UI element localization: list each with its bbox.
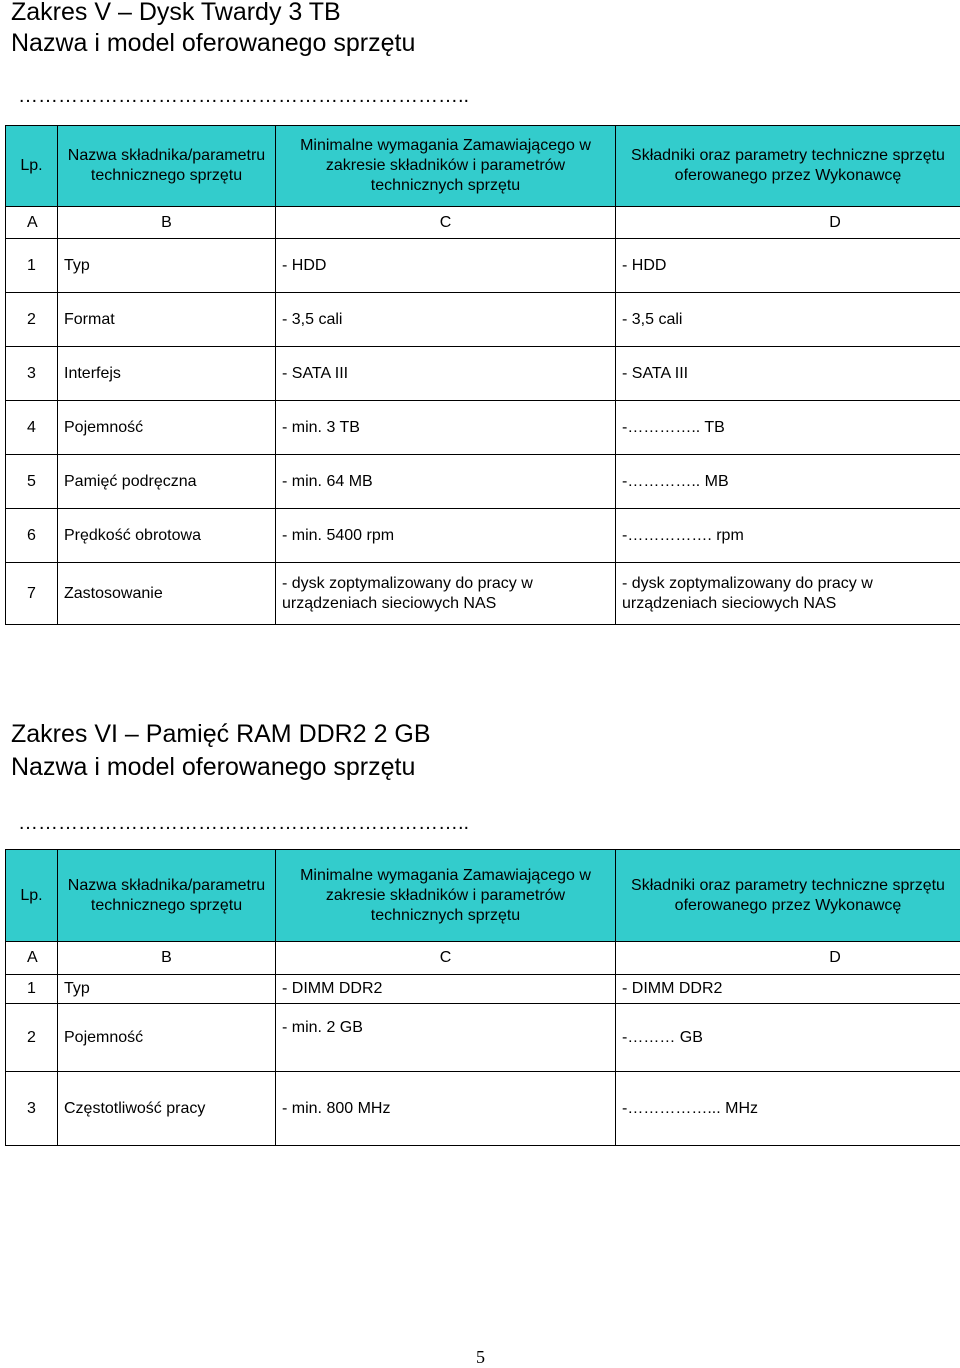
row-min-value: - min. 64 MB bbox=[276, 455, 616, 509]
row-parameter: Typ bbox=[58, 975, 276, 1004]
section-5-model-blank: ………………………………………………………….. bbox=[18, 86, 469, 106]
row-number: 6 bbox=[6, 509, 58, 563]
header-offered-parameters: Składniki oraz parametry techniczne sprzętu oferowanego przez Wykonawcę bbox=[616, 126, 960, 207]
row-parameter: Częstotliwość pracy bbox=[58, 1072, 276, 1146]
row-number: 1 bbox=[6, 975, 58, 1004]
row-min-value: - DIMM DDR2 bbox=[276, 975, 616, 1004]
table-row bbox=[6, 347, 960, 401]
row-offer-value[interactable]: -……………... MHz bbox=[616, 1072, 960, 1146]
table-row bbox=[6, 975, 960, 1004]
row-offer-value[interactable]: -………….. TB bbox=[616, 401, 960, 455]
row-offer-value[interactable]: -……………. rpm bbox=[616, 509, 960, 563]
row-number: 3 bbox=[6, 1072, 58, 1146]
header-parameter-name: Nazwa składnika/parametru technicznego sprzętu bbox=[58, 126, 276, 207]
table-row bbox=[6, 509, 960, 563]
table-row bbox=[6, 563, 960, 625]
row-offer-value[interactable]: - SATA III bbox=[616, 347, 960, 401]
row-parameter: Prędkość obrotowa bbox=[58, 509, 276, 563]
row-min-value: - 3,5 cali bbox=[276, 293, 616, 347]
table-row bbox=[6, 455, 960, 509]
header-offered-parameters: Składniki oraz parametry techniczne sprzętu oferowanego przez Wykonawcę bbox=[616, 850, 960, 942]
section-5-subtitle: Nazwa i model oferowanego sprzętu bbox=[11, 28, 415, 59]
row-min-value: - min. 2 GB bbox=[276, 1004, 616, 1072]
section-6-model-blank: ………………………………………………………….. bbox=[18, 813, 469, 833]
row-offer-value[interactable]: - HDD bbox=[616, 239, 960, 293]
row-parameter: Typ bbox=[58, 239, 276, 293]
row-number: 2 bbox=[6, 1004, 58, 1072]
row-min-value: - min. 5400 rpm bbox=[276, 509, 616, 563]
column-letter: C bbox=[276, 942, 616, 975]
row-number: 5 bbox=[6, 455, 58, 509]
table-row bbox=[6, 401, 960, 455]
row-min-value: - SATA III bbox=[276, 347, 616, 401]
row-parameter: Interfejs bbox=[58, 347, 276, 401]
row-min-value: - min. 800 MHz bbox=[276, 1072, 616, 1146]
row-number: 4 bbox=[6, 401, 58, 455]
column-letters-row bbox=[6, 942, 960, 975]
row-offer-value[interactable]: - dysk zoptymalizowany do pracy w urządzeniach sieciowych NAS bbox=[616, 563, 960, 625]
row-min-value: - HDD bbox=[276, 239, 616, 293]
column-letter: D bbox=[616, 207, 960, 239]
table-row bbox=[6, 1072, 960, 1146]
column-letters-row bbox=[6, 207, 960, 239]
section-5-table bbox=[5, 125, 960, 625]
row-number: 7 bbox=[6, 563, 58, 625]
row-min-value: - min. 3 TB bbox=[276, 401, 616, 455]
table-row bbox=[6, 1004, 960, 1072]
header-min-requirements: Minimalne wymagania Zamawiającego w zakresie składników i parametrów technicznych sprzętu bbox=[276, 850, 616, 942]
header-parameter-name: Nazwa składnika/parametru technicznego sprzętu bbox=[58, 850, 276, 942]
table-header-row bbox=[6, 126, 960, 207]
column-letter: A bbox=[6, 942, 58, 975]
row-offer-value[interactable]: -………….. MB bbox=[616, 455, 960, 509]
column-letter: C bbox=[276, 207, 616, 239]
table-header-row bbox=[6, 850, 960, 942]
section-6-table bbox=[5, 849, 960, 1146]
header-min-requirements: Minimalne wymagania Zamawiającego w zakresie składników i parametrów technicznych sprzętu bbox=[276, 126, 616, 207]
section-5-title: Zakres V – Dysk Twardy 3 TB bbox=[11, 0, 341, 28]
table-row bbox=[6, 239, 960, 293]
row-offer-value[interactable]: - 3,5 cali bbox=[616, 293, 960, 347]
section-6-subtitle: Nazwa i model oferowanego sprzętu bbox=[11, 752, 415, 783]
row-parameter: Zastosowanie bbox=[58, 563, 276, 625]
row-number: 1 bbox=[6, 239, 58, 293]
row-number: 3 bbox=[6, 347, 58, 401]
page-number: 5 bbox=[476, 1347, 485, 1368]
row-offer-value[interactable]: - DIMM DDR2 bbox=[616, 975, 960, 1004]
header-lp: Lp. bbox=[6, 850, 58, 942]
table-row bbox=[6, 293, 960, 347]
row-min-value: - dysk zoptymalizowany do pracy w urządzeniach sieciowych NAS bbox=[276, 563, 616, 625]
row-number: 2 bbox=[6, 293, 58, 347]
row-parameter: Format bbox=[58, 293, 276, 347]
row-parameter: Pojemność bbox=[58, 401, 276, 455]
column-letter: B bbox=[58, 207, 276, 239]
column-letter: B bbox=[58, 942, 276, 975]
column-letter: D bbox=[616, 942, 960, 975]
row-offer-value[interactable]: -……… GB bbox=[616, 1004, 960, 1072]
column-letter: A bbox=[6, 207, 58, 239]
section-6-title: Zakres VI – Pamięć RAM DDR2 2 GB bbox=[11, 719, 431, 750]
header-lp: Lp. bbox=[6, 126, 58, 207]
row-parameter: Pamięć podręczna bbox=[58, 455, 276, 509]
row-parameter: Pojemność bbox=[58, 1004, 276, 1072]
